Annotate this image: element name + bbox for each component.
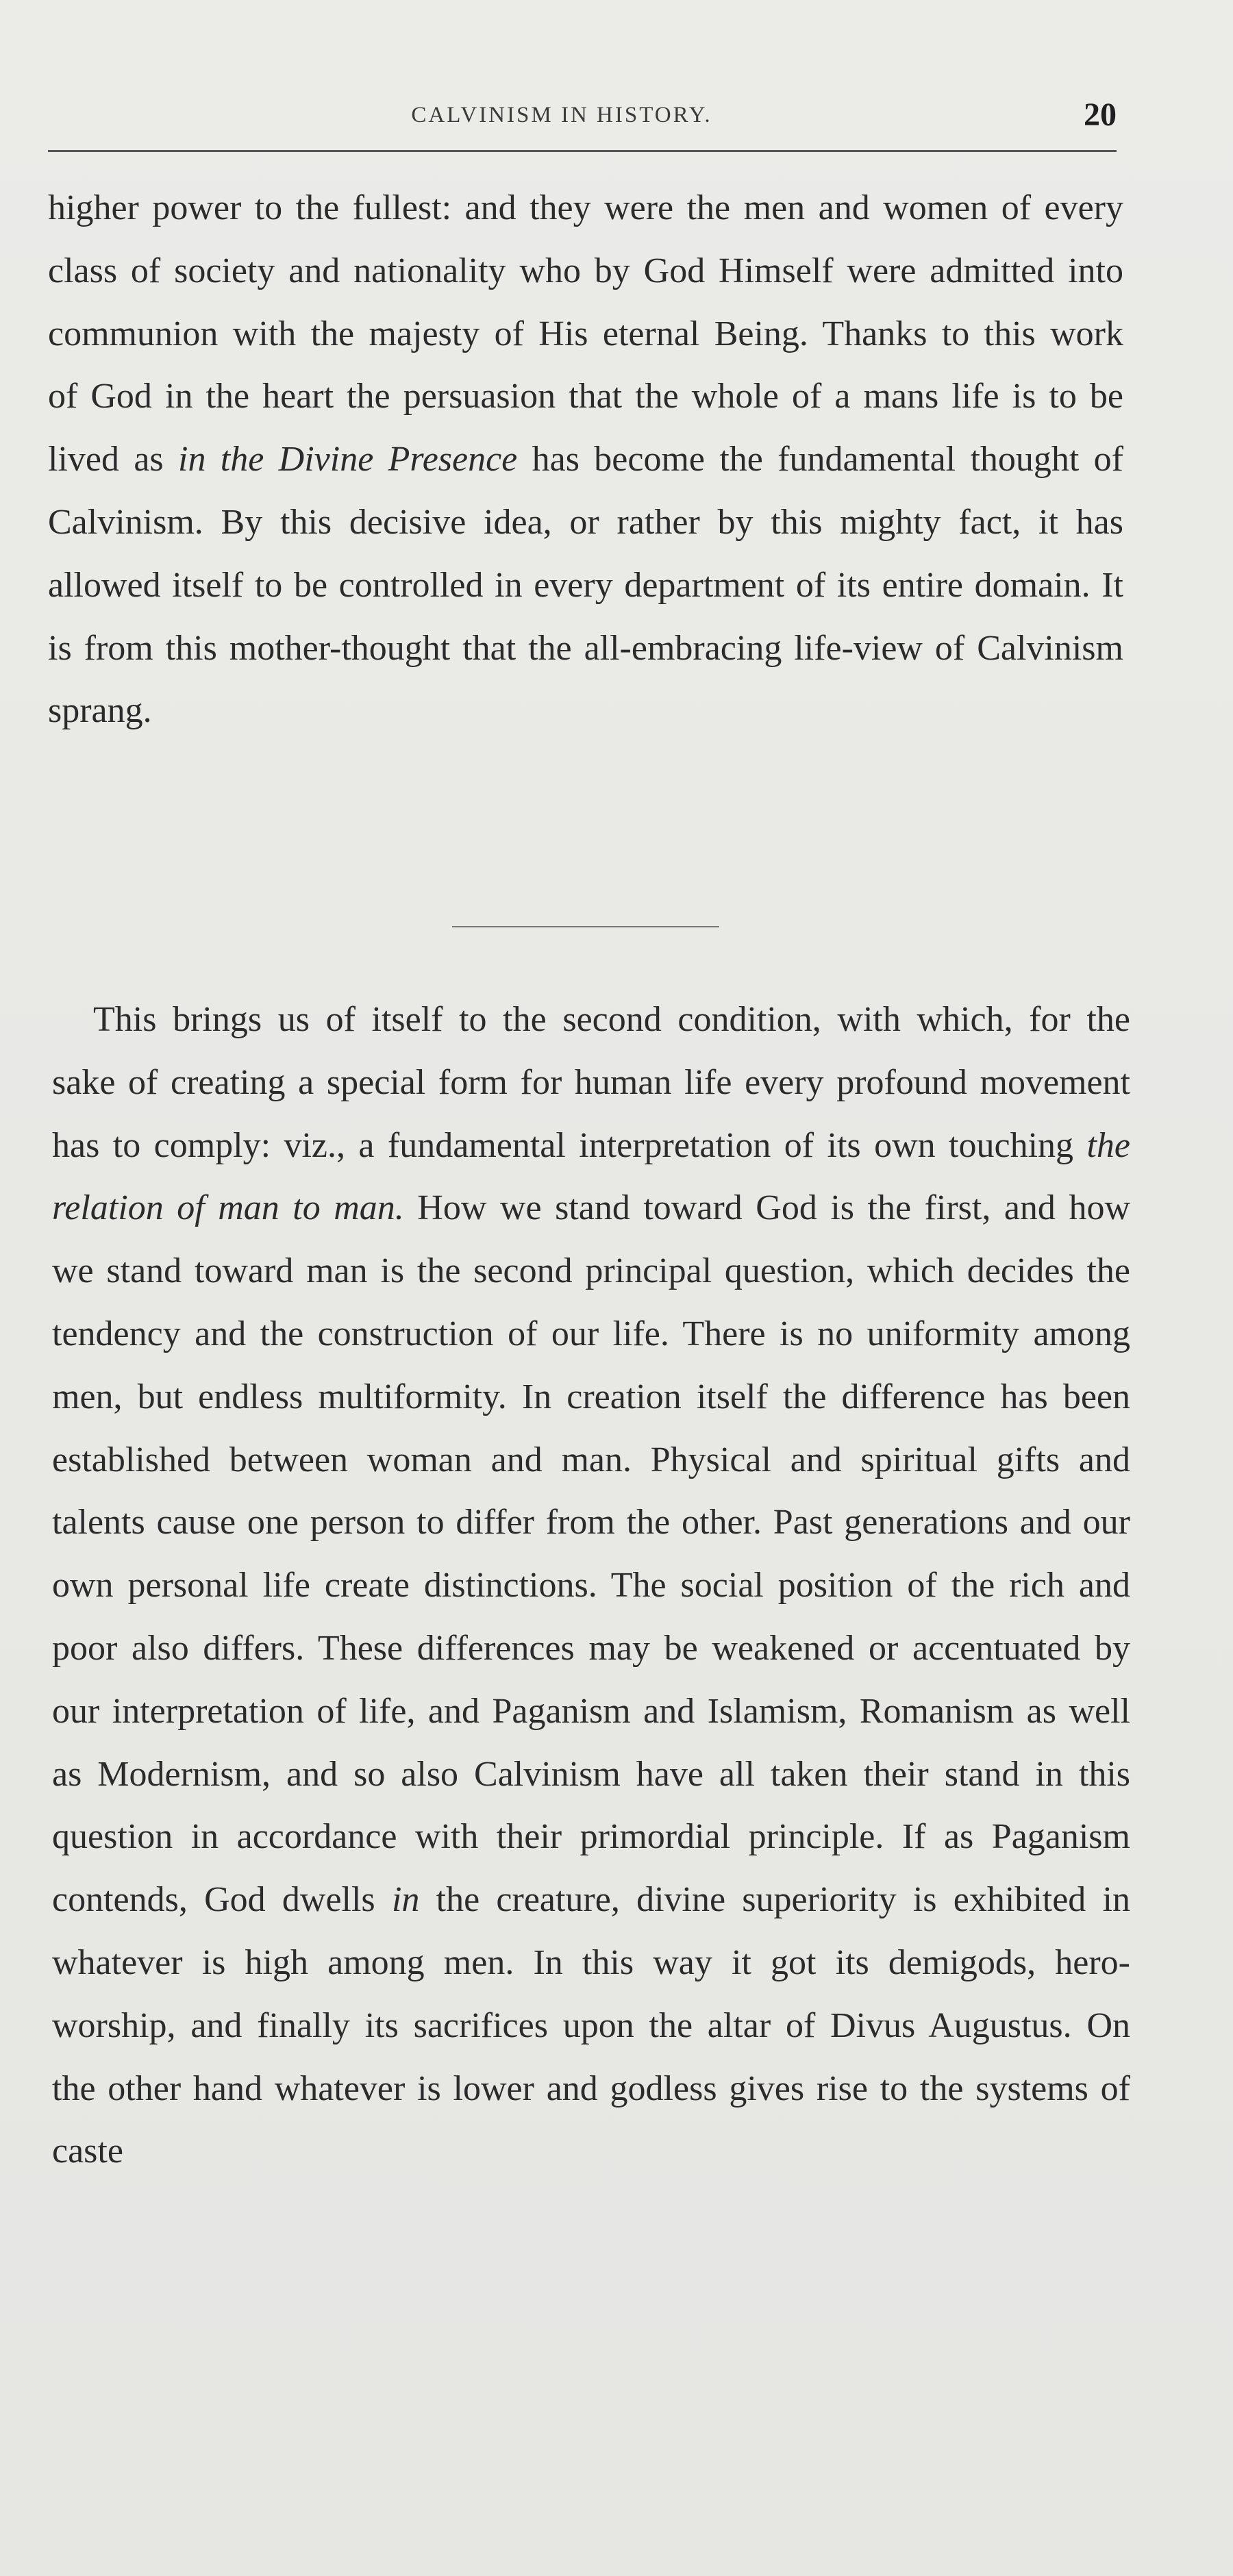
paragraph-2-text-a: This brings us of itself to the second condition, with which, for the sake of creating a special form for human life every profound movement has to comply: viz., a fundamental interpretation of its own touching <box>52 1000 1130 1165</box>
header-rule <box>48 150 1117 152</box>
page-number: 20 <box>1084 97 1117 133</box>
running-head <box>48 96 1117 137</box>
paragraph-2 <box>52 988 1130 2183</box>
paragraph-2-italic-word: in <box>391 1880 420 1920</box>
paragraph-2-text-b: How we stand toward God is the first, and how we stand toward man is the second principal question, which decides the tendency and the construction of our life. There is no uniformity among men, but endless multiformity. In creation itself the difference has been established between woman and man. Physical and spiritual gifts and talents cause one person to differ from the other. Past generations and our own personal life create distinctions. The social position of the rich and poor also differs. These differences may be weakened or accentuated by our interpretation of life, and Paganism and Islamism, Romanism as well as Modernism, and so also Calvinism have all taken their stand in this question in accordance with their primordial principle. If as Paganism contends, God dwells <box>52 1188 1131 1920</box>
paragraph-1-italic-phrase: in the Divine Presence <box>178 440 518 479</box>
paragraph-2-italic-phrase: the relation of man to man. <box>52 1125 1130 1228</box>
section-divider <box>452 926 719 927</box>
running-title: CALVINISM IN HISTORY. <box>411 103 712 127</box>
paragraph-1-text-a: higher power to the fullest: and they were the men and women of every class of society and nationality who by God Himself were admitted into communion with the majesty of His eternal Being. Thanks to this work of God in the heart the persuasion that the whole of a mans life is to be lived as <box>48 188 1123 479</box>
paragraph-1-text-b: has become the fundamental thought of Calvinism. By this decisive idea, or rather by this mighty fact, it has allowed itself to be controlled in every department of its entire domain. It is from this mother-thought that the all-embracing life-view of Calvinism sprang. <box>48 440 1124 731</box>
paragraph-1 <box>48 177 1123 742</box>
paragraph-2-text-c: the creature, divine superiority is exhibited in whatever is high among men. In this way it got its demigods, hero-worship, and finally its sacrifices upon the altar of Divus Augustus. On the other hand whatever is lower and godless gives rise to the systems of caste <box>52 1880 1130 2171</box>
